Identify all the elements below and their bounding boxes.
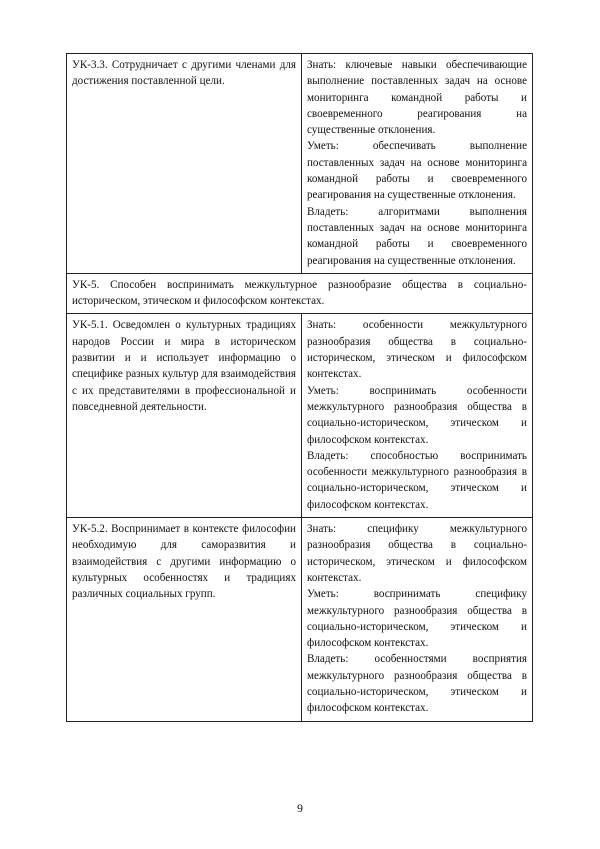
table-row (67, 273, 533, 314)
competency-table (66, 53, 533, 722)
indicator-text: УК-3.3. Сотрудничает с другими членами для достижения поставленной цели. (72, 59, 296, 88)
results-cell (302, 314, 533, 518)
indicator-cell (67, 314, 302, 518)
indicator-text: УК-5.1. Осведомлен о культурных традициях народов России и мира в историческом развитии и и использует информацию о специфике разных культур для взаимодействия с их представителями в профессиональной и повседневной деятельности. (72, 319, 296, 413)
table-row (67, 314, 533, 518)
know-text: Знать: специфику межкультурного разнообразия общества в социально-историческом, этическом и философском контекстах. (307, 523, 527, 584)
results-cell (302, 54, 533, 274)
indicator-cell (67, 518, 302, 722)
know-text: Знать: особенности межкультурного разнообразия общества в социально-историческом, этическом и философском контекстах. (307, 319, 527, 381)
master-text: Владеть: особенностями восприятия межкультурного разнообразия общества в социально-историческом, этическом и философском контекстах. (307, 653, 527, 715)
master-text: Владеть: способностью воспринимать особенности межкультурного разнообразия в социально-историческом, этическом и философском контекстах. (307, 449, 527, 511)
can-text: Уметь: воспринимать специфику межкультурного разнообразия общества в социально-историческом, этическом и философском контекстах. (307, 588, 527, 650)
competency-heading-text: УК-5. Способен воспринимать межкультурное разнообразие общества в социально-историческом, этическом и философском контекстах. (72, 278, 527, 308)
results-cell (302, 518, 533, 722)
can-text: Уметь: воспринимать особенности межкультурного разнообразия общества в социально-историческом, этическом и философском контекстах. (307, 384, 527, 446)
table-row (67, 54, 533, 274)
indicator-cell (67, 54, 302, 274)
master-text: Владеть: алгоритмами выполнения поставленных задач на основе мониторинга командной работы и своевременного реагирования на существенные отклонения. (307, 205, 527, 267)
page-number: 9 (297, 801, 303, 815)
table-row (67, 518, 533, 722)
can-text: Уметь: обеспечивать выполнение поставленных задач на основе мониторинга командной работы и своевременного реагирования на существенные отклонения. (307, 140, 527, 202)
competency-heading-cell (67, 273, 533, 314)
indicator-text: УК-5.2. Воспринимает в контексте философии необходимую для саморазвития и взаимодействия с другими информацию о культурных особенностях и традициях различных социальных групп. (72, 523, 296, 601)
know-text: Знать: ключевые навыки обеспечивающие выполнение поставленных задач на основе мониторинга командной работы и своевременного реагирования на существенные отклонения. (307, 59, 527, 137)
